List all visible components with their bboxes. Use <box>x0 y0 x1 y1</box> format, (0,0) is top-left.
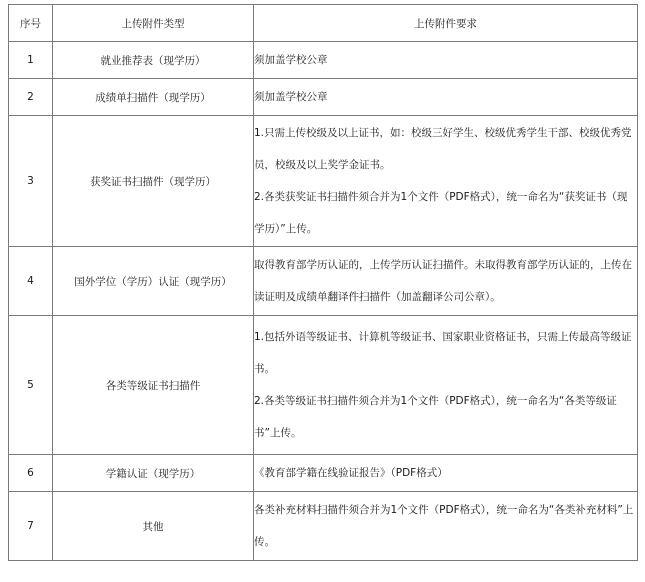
row-requirement <box>254 42 638 79</box>
table-header-row <box>9 5 638 42</box>
row-index: 4 <box>9 247 53 316</box>
row-type: 各类等级证书扫描件 <box>53 316 254 455</box>
table-row <box>9 79 638 116</box>
row-index: 1 <box>9 42 53 79</box>
row-type: 学籍认证（现学历） <box>53 455 254 492</box>
row-index: 2 <box>9 79 53 116</box>
row-type: 国外学位（学历）认证（现学历） <box>53 247 254 316</box>
row-type: 就业推荐表（现学历） <box>53 42 254 79</box>
requirement-text: 2.各类等级证书扫描件须合并为1个文件（PDF格式），统一命名为“各类等级证书”上传。 <box>254 395 617 439</box>
requirement-text: 须加盖学校公章 <box>254 54 328 66</box>
row-index: 6 <box>9 455 53 492</box>
row-index: 7 <box>9 492 53 561</box>
row-type: 获奖证书扫描件（现学历） <box>53 116 254 247</box>
row-type: 其他 <box>53 492 254 561</box>
table-row <box>9 455 638 492</box>
row-requirement <box>254 247 638 316</box>
requirement-text: 须加盖学校公章 <box>254 91 328 103</box>
row-index: 3 <box>9 116 53 247</box>
requirement-text: 1.包括外语等级证书、计算机等级证书、国家职业资格证书，只需上传最高等级证书。 <box>254 331 632 375</box>
table-row <box>9 116 638 247</box>
header-index: 序号 <box>9 5 53 42</box>
table-row <box>9 492 638 561</box>
requirements-table <box>8 4 638 561</box>
table-row <box>9 316 638 455</box>
requirement-text: 2.各类获奖证书扫描件须合并为1个文件（PDF格式），统一命名为“获奖证书（现学历）”上传。 <box>254 191 628 235</box>
header-requirement: 上传附件要求 <box>254 5 638 42</box>
row-type: 成绩单扫描件（现学历） <box>53 79 254 116</box>
requirement-text: 1.只需上传校级及以上证书，如：校级三好学生、校级优秀学生干部、校级优秀党员，校级及以上奖学金证书。 <box>254 127 632 171</box>
row-requirement <box>254 492 638 561</box>
row-requirement <box>254 79 638 116</box>
header-type: 上传附件类型 <box>53 5 254 42</box>
row-requirement <box>254 316 638 455</box>
requirement-text: 各类补充材料扫描件须合并为1个文件（PDF格式），统一命名为“各类补充材料”上传。 <box>254 504 634 548</box>
row-requirement <box>254 455 638 492</box>
row-requirement <box>254 116 638 247</box>
requirement-text: 《教育部学籍在线验证报告》（PDF格式） <box>254 467 448 479</box>
row-index: 5 <box>9 316 53 455</box>
requirement-text: 取得教育部学历认证的，上传学历认证扫描件。未取得教育部学历认证的，上传在读证明及成绩单翻译件扫描件（加盖翻译公司公章）。 <box>254 259 632 303</box>
table-row <box>9 42 638 79</box>
table-row <box>9 247 638 316</box>
